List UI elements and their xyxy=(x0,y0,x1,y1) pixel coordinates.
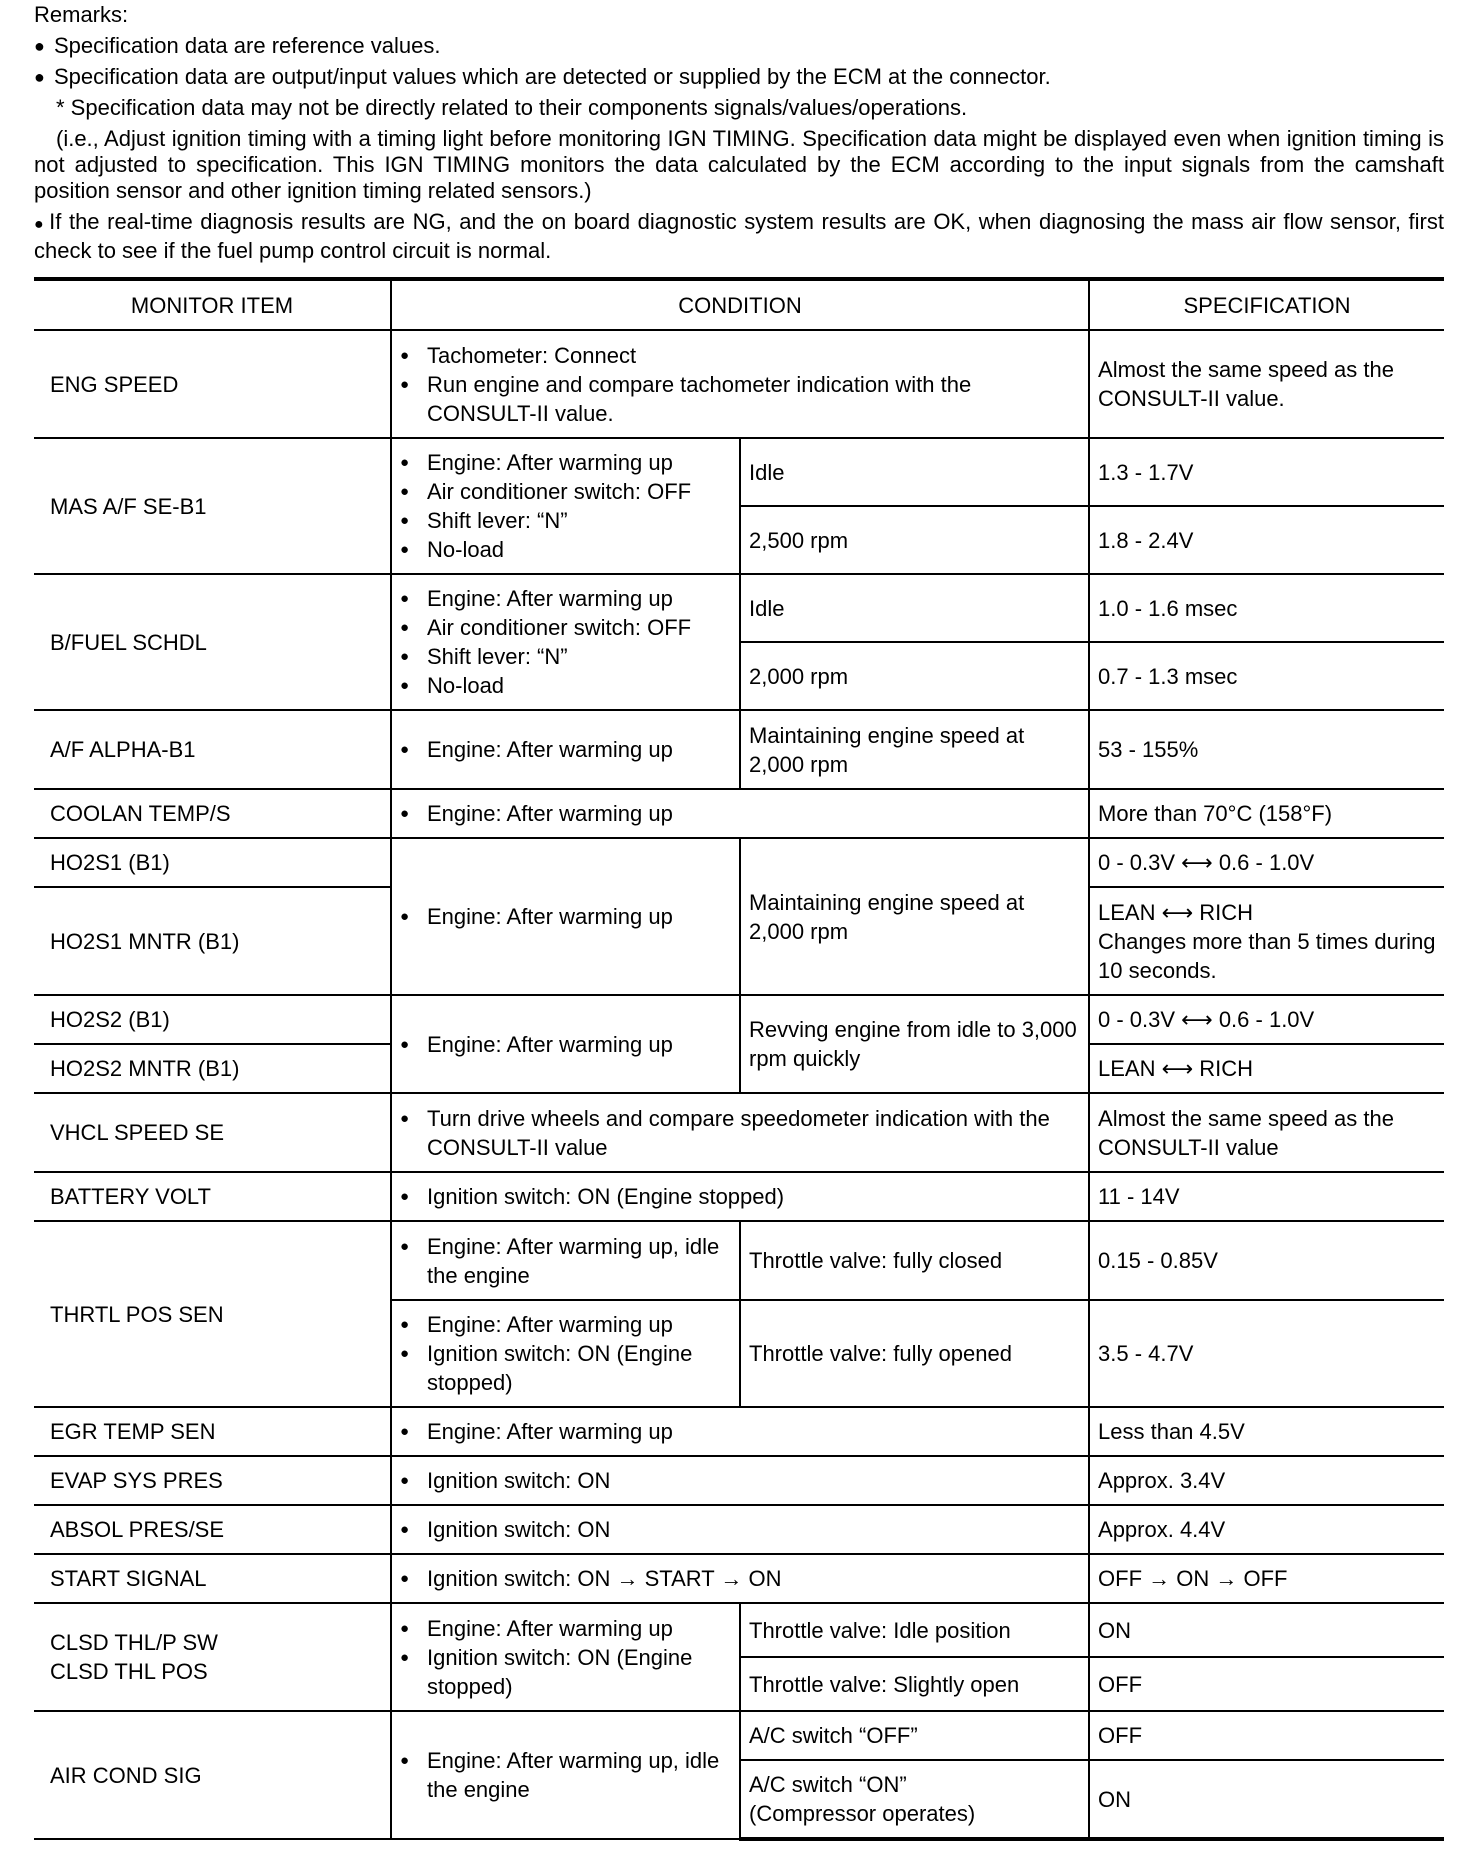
condition-bullet: ● Engine: After warming up xyxy=(400,1030,731,1059)
condition-cell xyxy=(391,1554,1089,1603)
specification-cell: 53 - 155% xyxy=(1089,710,1444,789)
table-row xyxy=(34,1603,1444,1657)
monitor-item: EGR TEMP SEN xyxy=(34,1407,391,1456)
condition-bullet: ● Engine: After warming up xyxy=(400,735,731,764)
remarks-note: * Specification data may not be directly related to their components signals/values/operations. xyxy=(56,95,968,120)
condition-bullet: ● Engine: After warming up xyxy=(400,1310,731,1339)
sub-condition-cell: Idle xyxy=(740,438,1089,506)
specification-cell: Approx. 4.4V xyxy=(1089,1505,1444,1554)
table-row xyxy=(34,1093,1444,1172)
remarks-bullet-text: Specification data are output/input values which are detected or supplied by the ECM at the connector. xyxy=(54,64,1051,89)
monitor-item: MAS A/F SE-B1 xyxy=(34,438,391,574)
remarks-section xyxy=(34,2,1444,264)
specification-cell: 0.7 - 1.3 msec xyxy=(1089,642,1444,710)
condition-cell xyxy=(391,1456,1089,1505)
condition-cell xyxy=(391,1221,740,1300)
sub-condition-cell: Throttle valve: fully opened xyxy=(740,1300,1089,1407)
condition-bullet: ● Turn drive wheels and compare speedometer indication with the CONSULT-II value xyxy=(400,1104,1080,1162)
table-row xyxy=(34,1505,1444,1554)
condition-cell xyxy=(391,1407,1089,1456)
monitor-spec-table xyxy=(34,277,1444,1841)
condition-cell xyxy=(391,838,740,995)
table-row xyxy=(34,1456,1444,1505)
remarks-bullet xyxy=(34,64,1444,90)
table-row xyxy=(34,1221,1444,1300)
table-row xyxy=(34,330,1444,438)
monitor-item: EVAP SYS PRES xyxy=(34,1456,391,1505)
condition-bullet: ● Air conditioner switch: OFF xyxy=(400,477,731,506)
sub-condition-cell: Throttle valve: Idle position xyxy=(740,1603,1089,1657)
specification-cell: 3.5 - 4.7V xyxy=(1089,1300,1444,1407)
remarks-paragraph: (i.e., Adjust ignition timing with a timing light before monitoring IGN TIMING. Specification data might be displayed even when ignition timing is not adjusted to specification. This IGN TIMING monitors the data calculated by the ECM according to the input signals from the camshaft position sensor and other ignition timing related sensors.) xyxy=(34,126,1444,203)
table-row xyxy=(34,1407,1444,1456)
header-monitor-item: MONITOR ITEM xyxy=(34,279,391,330)
monitor-item: AIR COND SIG xyxy=(34,1711,391,1839)
monitor-item: BATTERY VOLT xyxy=(34,1172,391,1221)
condition-cell xyxy=(391,1172,1089,1221)
specification-cell: Less than 4.5V xyxy=(1089,1407,1444,1456)
table-row xyxy=(34,789,1444,838)
condition-bullet: ● Engine: After warming up xyxy=(400,902,731,931)
sub-condition-line: A/C switch “ON” xyxy=(749,1772,907,1797)
sub-condition-cell: Throttle valve: Slightly open xyxy=(740,1657,1089,1711)
monitor-item: ENG SPEED xyxy=(34,330,391,438)
remarks-bullet xyxy=(34,209,1444,264)
condition-bullet: ● Shift lever: “N” xyxy=(400,506,731,535)
monitor-item: ABSOL PRES/SE xyxy=(34,1505,391,1554)
monitor-item xyxy=(34,1603,391,1711)
table-row xyxy=(34,1554,1444,1603)
remarks-bullet-text: Specification data are reference values. xyxy=(54,33,441,58)
table-row xyxy=(34,1711,1444,1760)
specification-cell: LEAN ⟷ RICH xyxy=(1089,1044,1444,1093)
monitor-item: THRTL POS SEN xyxy=(34,1221,391,1407)
specification-cell: Approx. 3.4V xyxy=(1089,1456,1444,1505)
sub-condition-cell: Maintaining engine speed at 2,000 rpm xyxy=(740,838,1089,995)
specification-cell: 0 - 0.3V ⟷ 0.6 - 1.0V xyxy=(1089,995,1444,1044)
condition-bullet: ● Engine: After warming up xyxy=(400,1417,1080,1446)
condition-cell xyxy=(391,789,1089,838)
monitor-item: HO2S1 MNTR (B1) xyxy=(34,887,391,995)
sub-condition-cell: Maintaining engine speed at 2,000 rpm xyxy=(740,710,1089,789)
spec-line: LEAN ⟷ RICH xyxy=(1098,899,1254,925)
specification-cell: 1.8 - 2.4V xyxy=(1089,506,1444,574)
monitor-item: HO2S2 (B1) xyxy=(34,995,391,1044)
condition-bullet: ● Ignition switch: ON (Engine stopped) xyxy=(400,1182,1080,1211)
specification-cell: ON xyxy=(1089,1760,1444,1839)
specification-cell: Almost the same speed as the CONSULT-II value. xyxy=(1089,330,1444,438)
condition-cell xyxy=(391,438,740,574)
condition-bullet: ● Engine: After warming up xyxy=(400,584,731,613)
table-header-row xyxy=(34,279,1444,330)
remarks-heading: Remarks: xyxy=(34,2,129,27)
specification-cell: 1.3 - 1.7V xyxy=(1089,438,1444,506)
condition-bullet: ● No-load xyxy=(400,535,731,564)
condition-bullet: ● Engine: After warming up xyxy=(400,1614,731,1643)
specification-cell: 1.0 - 1.6 msec xyxy=(1089,574,1444,642)
condition-cell xyxy=(391,574,740,710)
condition-cell xyxy=(391,1093,1089,1172)
condition-bullet: ● Shift lever: “N” xyxy=(400,642,731,671)
monitor-item: B/FUEL SCHDL xyxy=(34,574,391,710)
header-specification: SPECIFICATION xyxy=(1089,279,1444,330)
condition-cell xyxy=(391,710,740,789)
condition-cell xyxy=(391,1603,740,1711)
spec-line: Changes more than 5 times during 10 seconds. xyxy=(1098,928,1436,983)
specification-cell: 0 - 0.3V ⟷ 0.6 - 1.0V xyxy=(1089,838,1444,887)
condition-cell xyxy=(391,1711,740,1839)
table-row xyxy=(34,995,1444,1044)
table-row xyxy=(34,710,1444,789)
monitor-item: HO2S1 (B1) xyxy=(34,838,391,887)
header-condition: CONDITION xyxy=(391,279,1089,330)
bullet-icon: ● xyxy=(34,36,45,56)
specification-cell: More than 70°C (158°F) xyxy=(1089,789,1444,838)
condition-cell xyxy=(391,1505,1089,1554)
condition-bullet: ● Ignition switch: ON xyxy=(400,1515,1080,1544)
specification-cell xyxy=(1089,887,1444,995)
sub-condition-cell: 2,500 rpm xyxy=(740,506,1089,574)
specification-cell: OFF xyxy=(1089,1711,1444,1760)
condition-bullet: ● Ignition switch: ON (Engine stopped) xyxy=(400,1643,731,1701)
condition-cell xyxy=(391,330,1089,438)
specification-cell: ON xyxy=(1089,1603,1444,1657)
sub-condition-cell: Idle xyxy=(740,574,1089,642)
condition-bullet: ● Engine: After warming up xyxy=(400,448,731,477)
condition-bullet: ● Air conditioner switch: OFF xyxy=(400,613,731,642)
specification-cell: Almost the same speed as the CONSULT-II value xyxy=(1089,1093,1444,1172)
sub-condition-cell xyxy=(740,1760,1089,1839)
bullet-icon: ● xyxy=(34,67,45,87)
monitor-item: START SIGNAL xyxy=(34,1554,391,1603)
table-row xyxy=(34,838,1444,887)
monitor-item: HO2S2 MNTR (B1) xyxy=(34,1044,391,1093)
monitor-item-line: CLSD THL POS xyxy=(50,1659,208,1684)
monitor-item-line: CLSD THL/P SW xyxy=(50,1630,218,1655)
condition-bullet: ● Ignition switch: ON xyxy=(400,1466,1080,1495)
bullet-icon: ● xyxy=(34,216,46,233)
condition-cell xyxy=(391,1300,740,1407)
sub-condition-cell: A/C switch “OFF” xyxy=(740,1711,1089,1760)
sub-condition-cell: Revving engine from idle to 3,000 rpm quickly xyxy=(740,995,1089,1093)
specification-cell: 11 - 14V xyxy=(1089,1172,1444,1221)
condition-bullet: ● Engine: After warming up xyxy=(400,799,1080,828)
condition-cell xyxy=(391,995,740,1093)
condition-bullet: ● Tachometer: Connect xyxy=(400,341,1080,370)
specification-cell: OFF → ON → OFF xyxy=(1089,1554,1444,1603)
condition-bullet: ● No-load xyxy=(400,671,731,700)
condition-bullet: ● Run engine and compare tachometer indication with the CONSULT-II value. xyxy=(400,370,1080,428)
condition-bullet: ● Ignition switch: ON (Engine stopped) xyxy=(400,1339,731,1397)
table-row xyxy=(34,574,1444,642)
condition-bullet: ● Engine: After warming up, idle the engine xyxy=(400,1746,731,1804)
sub-condition-line: (Compressor operates) xyxy=(749,1801,976,1826)
remarks-bullet xyxy=(34,33,1444,59)
specification-cell: 0.15 - 0.85V xyxy=(1089,1221,1444,1300)
monitor-item: COOLAN TEMP/S xyxy=(34,789,391,838)
monitor-item: VHCL SPEED SE xyxy=(34,1093,391,1172)
condition-bullet: ● Ignition switch: ON → START → ON xyxy=(400,1564,1080,1593)
table-row xyxy=(34,1172,1444,1221)
table-row xyxy=(34,438,1444,506)
monitor-item: A/F ALPHA-B1 xyxy=(34,710,391,789)
specification-cell: OFF xyxy=(1089,1657,1444,1711)
remarks-bullet-text: If the real-time diagnosis results are NG, and the on board diagnostic system results are OK, when diagnosing the mass air flow sensor, first check to see if the fuel pump control circuit is normal. xyxy=(34,209,1444,263)
sub-condition-cell: 2,000 rpm xyxy=(740,642,1089,710)
sub-condition-cell: Throttle valve: fully closed xyxy=(740,1221,1089,1300)
condition-bullet: ● Engine: After warming up, idle the engine xyxy=(400,1232,731,1290)
